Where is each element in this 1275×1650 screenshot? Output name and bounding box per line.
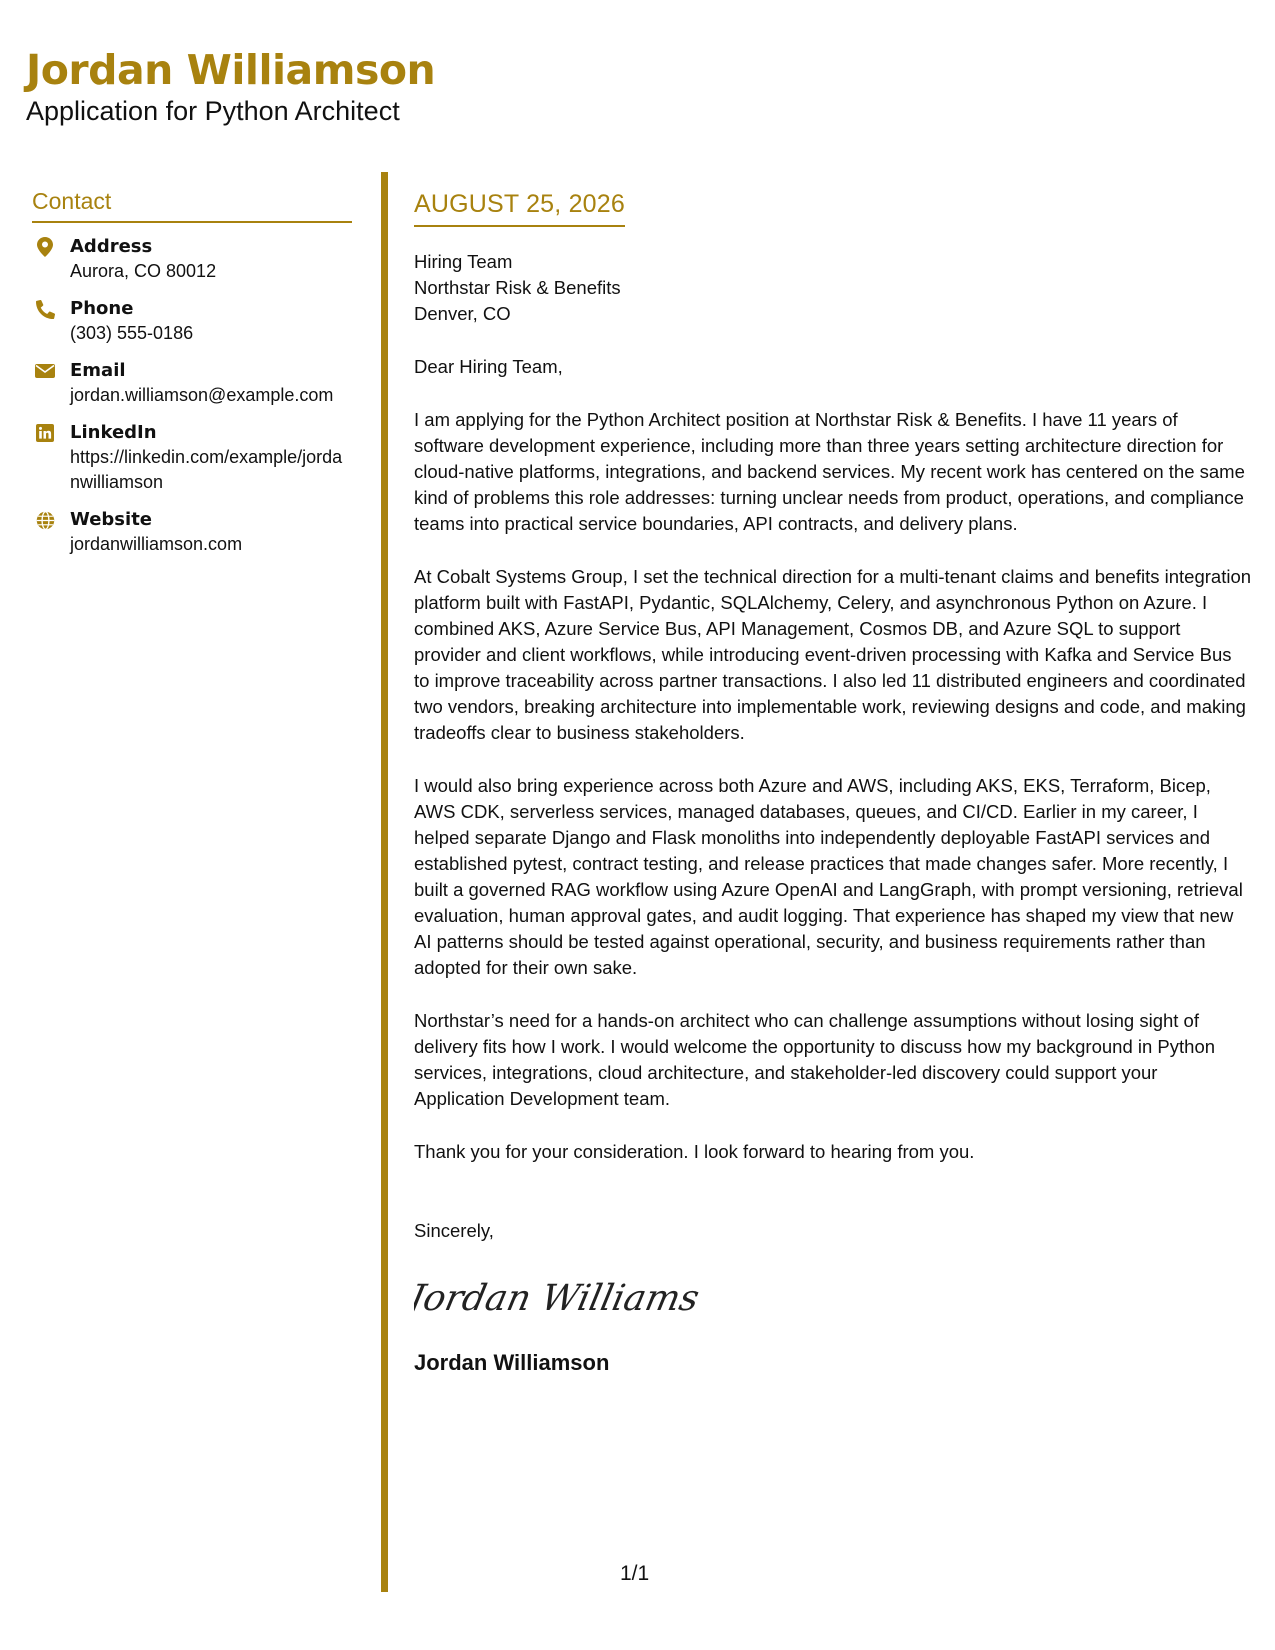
body-paragraph: I am applying for the Python Architect position at Northstar Risk & Benefits. I have 11 years of software development experience, including more than three years setting architecture direction for cloud-native platforms, integrations, and backend services. My recent work has centered on the same kind of problems this role addresses: turning unclear needs from product, operations, and compliance teams into practical service boundaries, API contracts, and delivery plans. (414, 409, 1245, 534)
map-pin-icon (34, 236, 56, 258)
accent-divider (381, 172, 388, 1592)
email-value[interactable]: jordan.williamson@example.com (70, 385, 334, 405)
recipient-line: Denver, CO (414, 303, 511, 324)
linkedin-icon (34, 422, 56, 444)
envelope-icon (34, 360, 56, 382)
contact-item-website (32, 508, 352, 557)
body-paragraph: At Cobalt Systems Group, I set the technical direction for a multi-tenant claims and benefits integration platform built with FastAPI, Pydantic, SQLAlchemy, Celery, and asynchronous Python on Azure. I combined AKS, Azure Service Bus, API Management, Cosmos DB, and Azure SQL to support provider and client workflows, while introducing event-driven processing with Kafka and Service Bus to improve traceability across partner transactions. I also led 11 distributed engineers and coordinated two vendors, breaking architecture into implementable work, reviewing designs and code, and making tradeoffs clear to business stakeholders. (414, 566, 1252, 743)
contact-label: Phone (70, 298, 134, 319)
closing: Sincerely, (414, 1220, 494, 1241)
signature-text: Jordan Williams (414, 1276, 704, 1319)
header (26, 48, 435, 127)
signed-name: Jordan Williamson (414, 1350, 610, 1375)
phone-value: (303) 555-0186 (70, 323, 194, 343)
body-paragraph: Northstar’s need for a hands-on architect who can challenge assumptions without losing sight of delivery fits how I work. I would welcome the opportunity to discuss how my background in Python services, integrations, cloud architecture, and stakeholder-led discovery could support your Application Development team. (414, 1010, 1216, 1109)
address-value: Aurora, CO 80012 (70, 261, 217, 281)
applicant-name: Jordan Williamson (26, 46, 436, 94)
contact-label: LinkedIn (70, 422, 157, 443)
phone-icon (34, 298, 56, 320)
contact-list (32, 235, 352, 557)
contact-label: Address (70, 236, 153, 257)
recipient-line: Hiring Team (414, 251, 513, 272)
linkedin-value[interactable]: https://linkedin.com/example/jordanwilliamson (70, 447, 343, 492)
contact-sidebar (32, 188, 352, 570)
recipient-line: Northstar Risk & Benefits (414, 277, 621, 298)
recipient-block (414, 249, 1252, 327)
handwritten-signature (414, 1268, 1252, 1328)
salutation: Dear Hiring Team, (414, 356, 563, 377)
contact-label: Website (70, 509, 153, 530)
website-value[interactable]: jordanwilliamson.com (70, 534, 243, 554)
body-paragraph: I would also bring experience across both Azure and AWS, including AKS, EKS, Terraform, Bicep, AWS CDK, serverless services, managed databases, queues, and CI/CD. Earlier in my career, I helped separate Django and Flask monoliths into independently deployable FastAPI services and established pytest, contract testing, and release practices that made changes safer. More recently, I built a governed RAG workflow using Azure OpenAI and LangGraph, with prompt versioning, retrieval evaluation, human approval gates, and audit logging. That experience has shaped my view that new AI patterns should be tested against operational, security, and business requirements rather than adopted for their own sake. (414, 775, 1243, 978)
contact-item-linkedin (32, 421, 352, 495)
application-subtitle: Application for Python Architect (26, 96, 400, 127)
contact-item-phone (32, 297, 352, 346)
page-number: 1/1 (620, 1562, 650, 1585)
globe-icon (34, 509, 56, 531)
contact-heading: Contact (32, 188, 352, 223)
letter-body (414, 190, 1252, 1376)
letter-date: AUGUST 25, 2026 (414, 190, 625, 227)
contact-label: Email (70, 360, 126, 381)
body-paragraph: Thank you for your consideration. I look forward to hearing from you. (414, 1141, 975, 1162)
contact-item-address (32, 235, 352, 284)
contact-item-email (32, 359, 352, 408)
